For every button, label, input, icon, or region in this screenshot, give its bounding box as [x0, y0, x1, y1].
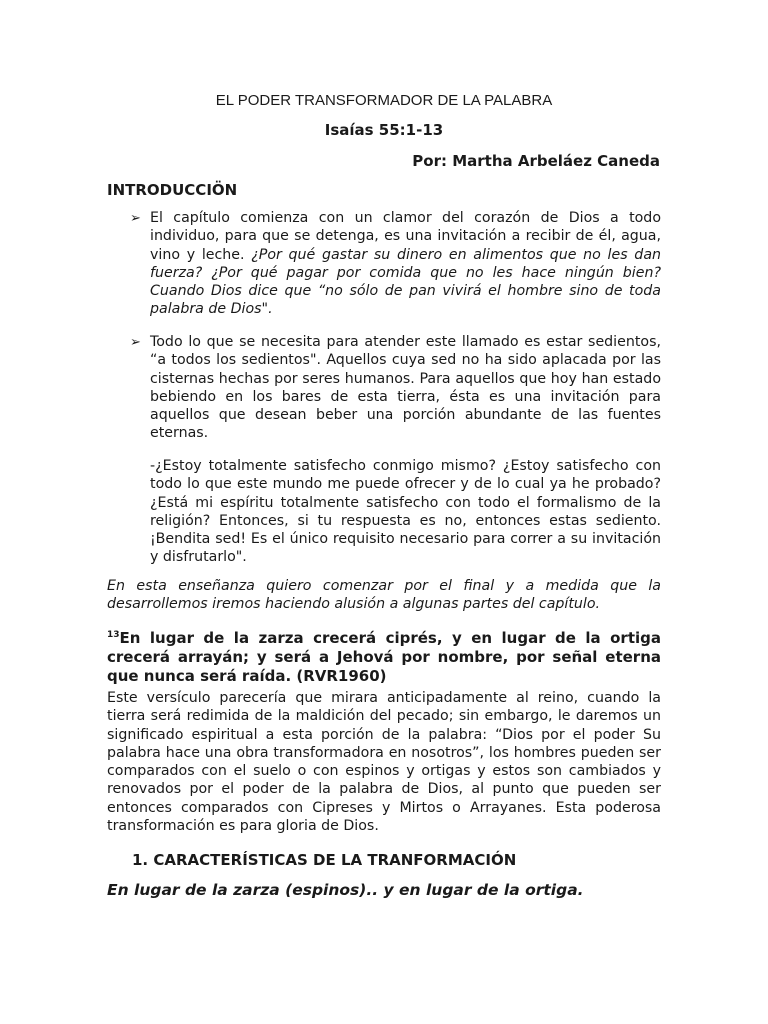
intro-heading: INTRODUCCIÖN	[107, 181, 238, 199]
verse-number: 13	[107, 630, 120, 640]
verse-body: En lugar de la zarza crecerá ciprés, y en lugar de la ortiga crecerá arrayán; y será a Jehová por nombre, por señal eterna que nunca será raída. (RVR1960)	[107, 629, 661, 685]
arrowhead-bullet-icon: ➢	[130, 211, 141, 226]
arrowhead-bullet-icon: ➢	[130, 335, 141, 350]
questions-paragraph: -¿Estoy totalmente satisfecho conmigo mismo? ¿Estoy satisfecho con todo lo que este mundo me puede ofrecer y de lo cual ya he probado? ¿Está mi espíritu totalmente satisfecho con todo el formalismo de la religión? Entonces, si tu respuesta es no, entonces estas sediento. ¡Bendita sed! Es el único requisito necesario para correr a su invitación y disfrutarlo".	[150, 458, 661, 566]
scripture-reference: Isaías 55:1-13	[324, 121, 444, 139]
bullet-1-text: El capítulo comienza con un clamor del corazón de Dios a todo individuo, para que se detenga, es una invitación a recibir de él, agua, vino y leche.	[150, 210, 661, 263]
section-1-heading	[132, 851, 516, 869]
verse-text	[107, 626, 661, 686]
teaching-paragraph: En esta enseñanza quiero comenzar por el final y a medida que la desarrollemos iremos haciendo alusión a algunas partes del capítulo.	[107, 578, 661, 613]
document-title: EL PODER TRANSFORMADOR DE LA PALABRA	[215, 92, 553, 109]
bullet-1-italic-text: ¿Por qué gastar su dinero en alimentos que no les dan fuerza? ¿Por qué pagar por comida que no les hace ningún bien? Cuando Dios dice que “no sólo de pan vivirá el hombre sino de toda palabra de Dios".	[150, 246, 661, 318]
section-1-number: 1.	[132, 851, 149, 869]
section-1-subtitle: En lugar de la zarza (espinos).. y en lugar de la ortiga.	[107, 881, 584, 899]
intro-bullet-2: Todo lo que se necesita para atender este llamado es estar sedientos, “a todos los sedientos". Aquellos cuya sed no ha sido aplacada por las cisternas hechas por seres humanos. Para aquellos que hoy han estado bebiendo en los bares de esta tierra, ésta es una invitación para aquellos que desean beber una porción abundante de las fuentes eternas.	[150, 334, 661, 442]
author-line: Por: Martha Arbeláez Caneda	[412, 152, 660, 170]
section-1-title: CARACTERÍSTICAS DE LA TRANFORMACIÓN	[153, 851, 517, 869]
commentary-paragraph: Este versículo parecería que mirara anticipadamente al reino, cuando la tierra será redimida de la maldición del pecado; sin embargo, le daremos un significado espiritual a esta porción de la palabra: “Dios por el poder Su palabra hace una obra transformadora en nosotros”, los hombres pueden ser comparados con el suelo o con espinos y ortigas y estos son cambiados y renovados por el poder de la palabra de Dios, al punto que pueden ser entonces comparados con Cipreses y Mirtos o Arrayanes. Esta poderosa transformación es para gloria de Dios.	[107, 690, 661, 835]
intro-bullet-1	[150, 209, 661, 319]
